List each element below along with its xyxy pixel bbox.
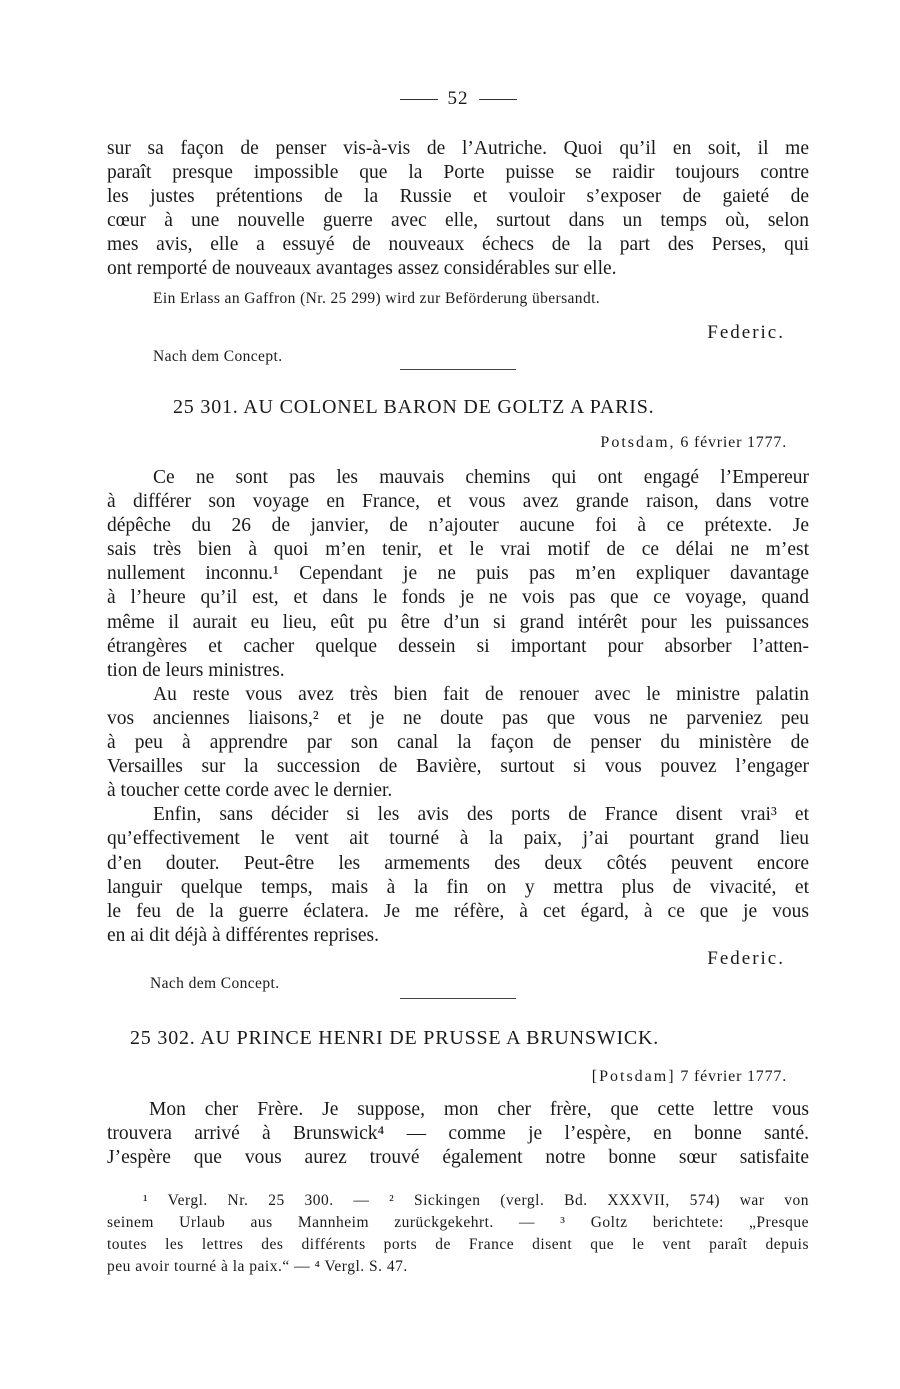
text-line: tion de leurs ministres. [107,659,285,681]
text-line: Mon cher Frère. Je suppose, mon cher frère, que cette lettre vous [149,1099,809,1120]
section-divider [400,369,516,370]
text-line: sais très bien à quoi m’en tenir, et le vrai motif de ce délai ne m’est [107,539,809,561]
text-line: à toucher cette corde avec le dernier. [107,780,393,802]
letter-dateline [592,1068,787,1086]
text-line: dépêche du 26 de janvier, de n’ajouter aucune foi à ce prétexte. Je [107,515,809,537]
text-line: Versailles sur la succession de Bavière, surtout si vous pouvez l’engager [107,756,809,778]
text-line: les justes prétentions de la Russie et vouloir s’exposer de gaieté de [107,186,809,208]
text-line: paraît presque impossible que la Porte puisse se raidir toujours contre [107,162,809,184]
letter-date: 6 février 1777. [680,434,787,451]
concept-note: Nach dem Concept. [150,975,280,992]
text-line: étrangères et cacher quelque dessein si important pour absorber l’atten- [107,635,809,657]
text-line: nullement inconnu.¹ Cependant je ne puis pas m’en expliquer davantage [107,563,809,585]
page-number: 52 [447,88,469,109]
footnote-line: seinem Urlaub aus Mannheim zurückgekehrt. — ³ Goltz berichtete: „Presque [107,1214,809,1231]
letter-heading: 25 301. AU COLONEL BARON DE GOLTZ A PARIS. [173,396,655,418]
section-divider [400,998,516,999]
text-line: à différer son voyage en France, et vous avez grande raison, dans votre [107,491,809,513]
text-line: qu’effectivement le vent ait tourné à la paix, j’ai pourtant grand lieu [107,828,809,850]
letter-place: Potsdam, [600,434,676,451]
footnote-line: toutes les lettres des différents ports de France disent que le vent paraît depuis [107,1236,809,1253]
text-line: Ce ne sont pas les mauvais chemins qui ont engagé l’Empereur [153,467,809,488]
letter-date: 7 février 1777. [680,1068,787,1085]
letter-dateline [600,434,787,452]
intro-paragraph [107,137,809,282]
text-line: mes avis, elle a essuyé de nouveaux échecs de la part des Perses, qui [107,234,809,256]
signature: Federic. [707,948,785,969]
text-line: sur sa façon de penser vis-à-vis de l’Autriche. Quoi qu’il en soit, il me [107,138,809,159]
text-line: même il aurait eu lieu, eût pu être d’un si grand intérêt pour les puissances [107,611,809,633]
letter-paragraph [107,466,809,948]
header-dash-right [479,99,517,100]
text-line: languir quelque temps, mais à la fin on y mettra plus de vivacité, et [107,876,809,898]
text-line: Au reste vous avez très bien fait de renouer avec le ministre palatin [153,683,809,705]
footnote-line: peu avoir tourné à la paix.“ — ⁴ Vergl. S. 47. [107,1258,408,1275]
text-line: trouvera arrivé à Brunswick⁴ — comme je l’espère, en bonne santé. [107,1123,809,1145]
header-dash-left [400,99,438,100]
concept-note: Nach dem Concept. [153,348,283,365]
text-line: ont remporté de nouveaux avantages assez considérables sur elle. [107,258,617,280]
letter-paragraph [107,1098,809,1170]
footnotes [107,1190,809,1278]
page-header [107,88,809,110]
text-line: en ai dit déjà à différentes reprises. [107,924,379,946]
text-line: à peu à apprendre par son canal la façon de penser du ministère de [107,732,809,754]
text-line: cœur à une nouvelle guerre avec elle, surtout dans un temps où, selon [107,210,809,232]
footnote-line: ¹ Vergl. Nr. 25 300. — ² Sickingen (vergl. Bd. XXXVII, 574) war von [143,1192,809,1209]
text-line: le feu de la guerre éclatera. Je me réfère, à cet égard, à ce que je vous [107,900,809,922]
text-line: d’en douter. Peut-être les armements des deux côtés peuvent encore [107,852,809,874]
letter-heading: 25 302. AU PRINCE HENRI DE PRUSSE A BRUNSWICK. [130,1027,660,1049]
text-line: à l’heure qu’il est, et dans le fonds je ne vois pas que ce voyage, quand [107,587,809,609]
signature: Federic. [707,322,785,343]
text-line: Enfin, sans décider si les avis des ports de France disent vrai³ et [153,804,809,826]
letter-place: [Potsdam] [591,1068,676,1085]
text-line: J’espère que vous aurez trouvé également notre bonne sœur satisfaite [107,1147,809,1169]
text-line: vos anciennes liaisons,² et je ne doute pas que vous ne parveniez peu [107,707,809,729]
erlass-note: Ein Erlass an Gaffron (Nr. 25 299) wird zur Beförderung übersandt. [153,290,601,307]
